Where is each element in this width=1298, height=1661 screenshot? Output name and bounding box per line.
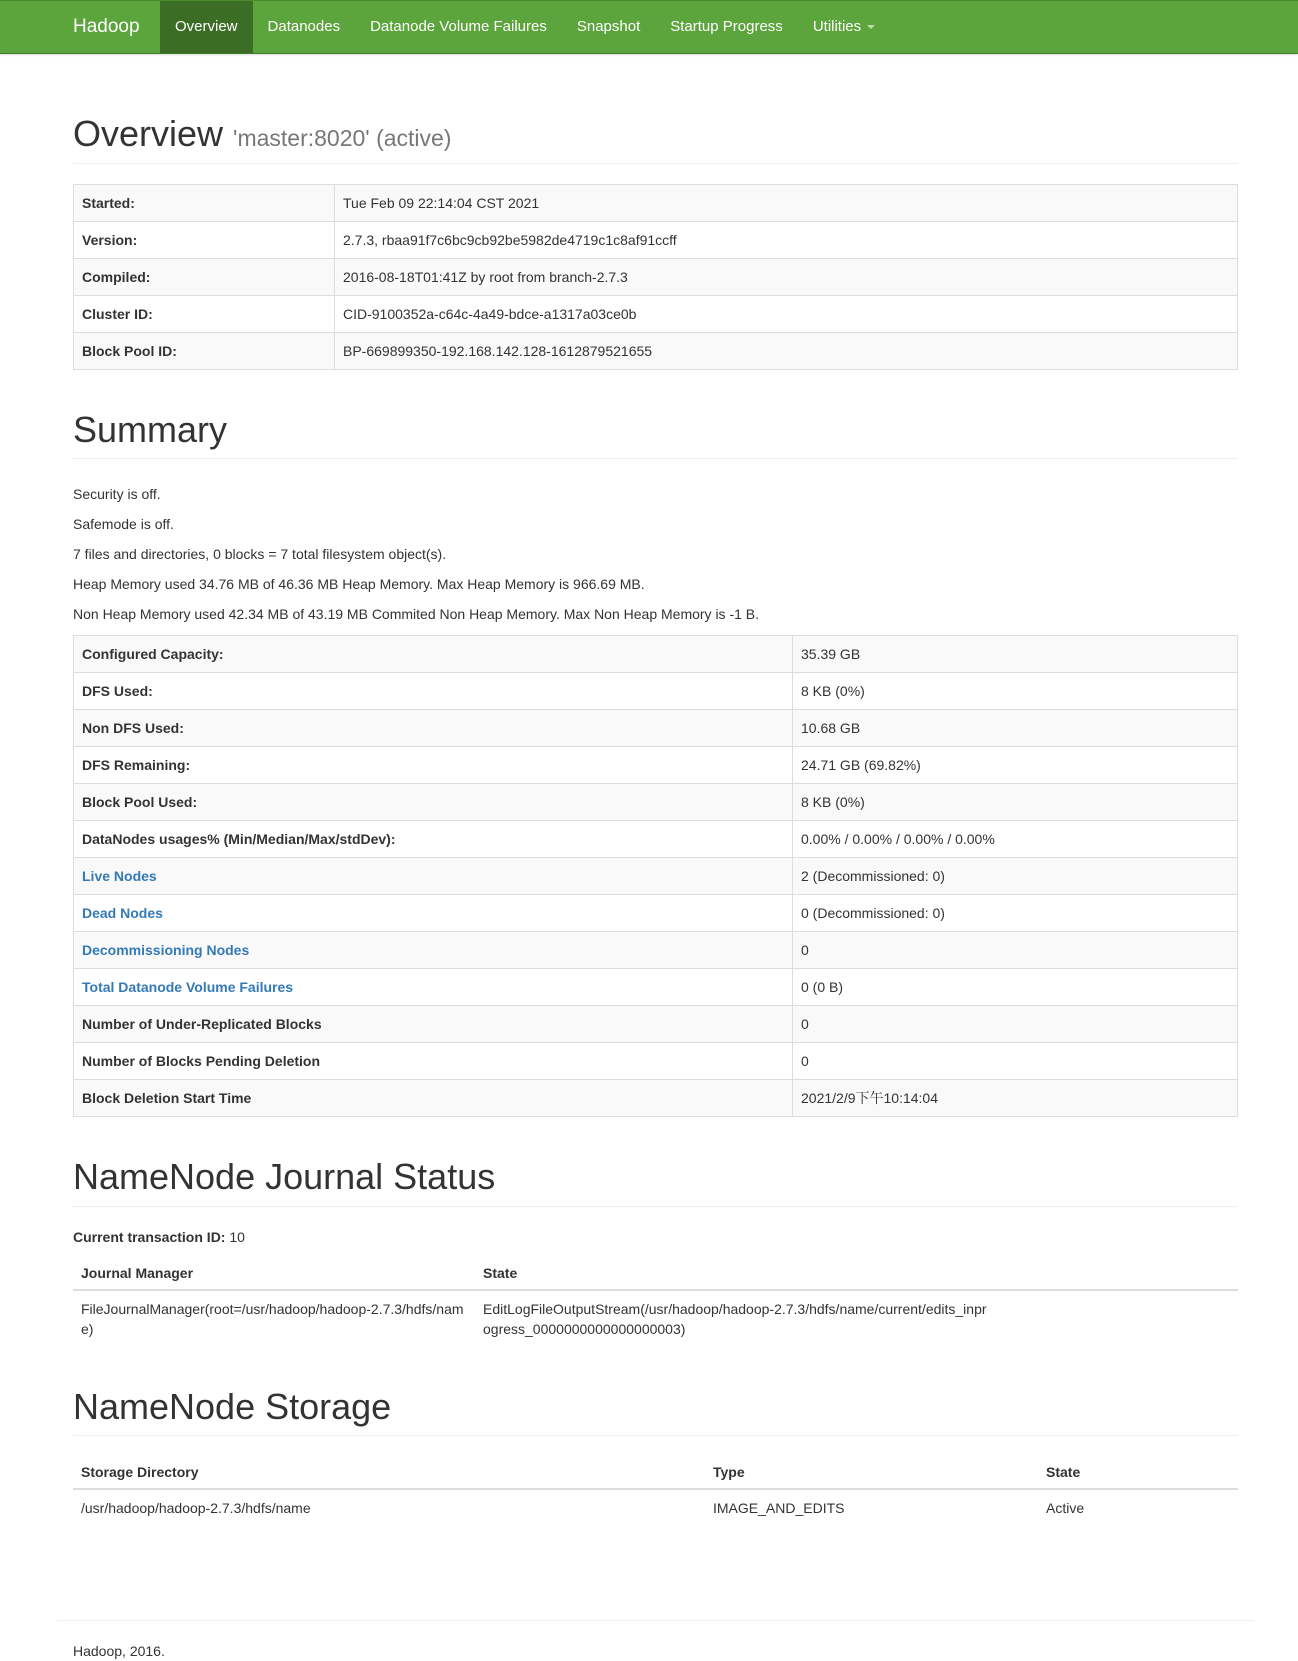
- nav-datanodes[interactable]: Datanodes: [267, 18, 341, 35]
- storage-title: NameNode Storage: [73, 1385, 392, 1427]
- summary-header: [73, 410, 1238, 460]
- row-value: 2 (Decommissioned: 0): [793, 858, 1238, 895]
- row-label-link-cell: [74, 932, 793, 969]
- top-navbar: [0, 0, 1298, 54]
- storage-table: [73, 1456, 1238, 1526]
- row-label: Cluster ID:: [74, 295, 335, 332]
- table-row: [74, 747, 1238, 784]
- overview-header: [73, 114, 1238, 164]
- row-label: Version:: [74, 221, 335, 258]
- row-value: 2016-08-18T01:41Z by root from branch-2.7.3: [335, 258, 1238, 295]
- safemode-status: Safemode is off.: [73, 516, 174, 533]
- heap-memory: Heap Memory used 34.76 MB of 46.36 MB Heap Memory. Max Heap Memory is 966.69 MB.: [73, 576, 645, 593]
- table-row: [74, 1006, 1238, 1043]
- nav-snapshot[interactable]: Snapshot: [576, 18, 641, 35]
- row-value: 0.00% / 0.00% / 0.00% / 0.00%: [793, 821, 1238, 858]
- journal-manager-value: FileJournalManager(root=/usr/hadoop/hadoop-2.7.3/hdfs/name): [73, 1290, 475, 1347]
- security-status: Security is off.: [73, 486, 161, 503]
- col-type: Type: [705, 1456, 1038, 1489]
- row-value: 8 KB (0%): [793, 784, 1238, 821]
- row-label: DFS Remaining:: [74, 747, 793, 784]
- row-value: 0 (Decommissioned: 0): [793, 895, 1238, 932]
- row-label-link-cell: [74, 969, 793, 1006]
- storage-state-value: Active: [1038, 1489, 1238, 1526]
- journal-table: [73, 1257, 1238, 1347]
- row-label-link-cell: [74, 858, 793, 895]
- row-value: 2.7.3, rbaa91f7c6bc9cb92be5982de4719c1c8af91ccff: [335, 221, 1238, 258]
- table-row: [73, 1290, 1238, 1347]
- col-storage-directory: Storage Directory: [73, 1456, 705, 1489]
- table-row: [74, 932, 1238, 969]
- row-label: Configured Capacity:: [74, 636, 793, 673]
- table-row: [74, 784, 1238, 821]
- table-row: [74, 1080, 1238, 1117]
- summary-lines: [73, 479, 1238, 629]
- row-label-link-cell: [74, 895, 793, 932]
- filesystem-objects: 7 files and directories, 0 blocks = 7 total filesystem object(s).: [73, 546, 447, 563]
- row-value: 8 KB (0%): [793, 673, 1238, 710]
- summary-table: [73, 635, 1238, 1117]
- table-header-row: [73, 1257, 1238, 1290]
- row-value: 24.71 GB (69.82%): [793, 747, 1238, 784]
- table-row: [73, 1489, 1238, 1526]
- journal-title: NameNode Journal Status: [73, 1156, 496, 1198]
- overview-table: [73, 184, 1238, 370]
- non-heap-memory: Non Heap Memory used 42.34 MB of 43.19 MB Commited Non Heap Memory. Max Non Heap Memory is -1 B.: [73, 606, 760, 623]
- table-row: [74, 636, 1238, 673]
- col-journal-manager: Journal Manager: [73, 1257, 475, 1290]
- row-label: Block Pool Used:: [74, 784, 793, 821]
- row-value: 10.68 GB: [793, 710, 1238, 747]
- col-state: State: [1038, 1456, 1238, 1489]
- decommissioning-nodes-link[interactable]: Decommissioning Nodes: [82, 942, 250, 959]
- row-label: Started:: [74, 184, 335, 221]
- row-label: DFS Used:: [74, 673, 793, 710]
- nav-menu: [160, 1, 890, 53]
- row-label: Block Deletion Start Time: [74, 1080, 793, 1117]
- storage-header: [73, 1387, 1238, 1437]
- table-row: [74, 895, 1238, 932]
- live-nodes-link[interactable]: Live Nodes: [82, 868, 157, 885]
- row-value: 0 (0 B): [793, 969, 1238, 1006]
- table-row: [74, 969, 1238, 1006]
- row-value: Tue Feb 09 22:14:04 CST 2021: [335, 184, 1238, 221]
- table-row: [74, 332, 1238, 369]
- row-label: DataNodes usages% (Min/Median/Max/stdDev):: [74, 821, 793, 858]
- row-value: 35.39 GB: [793, 636, 1238, 673]
- table-row: [74, 858, 1238, 895]
- row-label: Block Pool ID:: [74, 332, 335, 369]
- overview-title: [73, 114, 1238, 154]
- row-value: 0: [793, 1006, 1238, 1043]
- row-value: 0: [793, 1043, 1238, 1080]
- footer-text: Hadoop, 2016.: [73, 1643, 165, 1659]
- row-label: Number of Blocks Pending Deletion: [74, 1043, 793, 1080]
- table-row: [74, 184, 1238, 221]
- row-value: 2021/2/9下午10:14:04: [793, 1080, 1238, 1117]
- nav-utilities-dropdown[interactable]: [798, 1, 890, 53]
- table-row: [74, 258, 1238, 295]
- nav-overview[interactable]: Overview: [160, 1, 253, 53]
- table-row: [74, 673, 1238, 710]
- table-header-row: [73, 1456, 1238, 1489]
- table-row: [74, 1043, 1238, 1080]
- volume-failures-link[interactable]: Total Datanode Volume Failures: [82, 979, 294, 996]
- row-value: 0: [793, 932, 1238, 969]
- nav-utilities-label: Utilities: [812, 18, 862, 35]
- nav-startup-progress[interactable]: Startup Progress: [670, 18, 783, 35]
- brand-link[interactable]: Hadoop: [73, 16, 140, 37]
- overview-subtitle: 'master:8020' (active): [233, 125, 452, 151]
- current-transaction: [73, 1227, 1238, 1247]
- current-transaction-label: Current transaction ID:: [73, 1228, 226, 1245]
- row-value: BP-669899350-192.168.142.128-1612879521655: [335, 332, 1238, 369]
- dead-nodes-link[interactable]: Dead Nodes: [82, 905, 163, 922]
- row-label: Number of Under-Replicated Blocks: [74, 1006, 793, 1043]
- table-row: [74, 710, 1238, 747]
- journal-state-value: EditLogFileOutputStream(/usr/hadoop/hadoop-2.7.3/hdfs/name/current/edits_inprogress_0000000000000000003): [475, 1290, 1238, 1347]
- row-value: CID-9100352a-c64c-4a49-bdce-a1317a03ce0b: [335, 295, 1238, 332]
- row-label: Compiled:: [74, 258, 335, 295]
- table-row: [74, 295, 1238, 332]
- footer: [57, 1620, 1254, 1659]
- col-state: State: [475, 1257, 1238, 1290]
- table-row: [74, 821, 1238, 858]
- table-row: [74, 221, 1238, 258]
- storage-directory-value: /usr/hadoop/hadoop-2.7.3/hdfs/name: [73, 1489, 705, 1526]
- current-transaction-value: 10: [229, 1228, 245, 1245]
- row-label: Non DFS Used:: [74, 710, 793, 747]
- journal-header: [73, 1157, 1238, 1207]
- chevron-down-icon: [867, 25, 875, 29]
- storage-type-value: IMAGE_AND_EDITS: [705, 1489, 1038, 1526]
- nav-datanode-volume-failures[interactable]: Datanode Volume Failures: [370, 18, 547, 35]
- summary-title: Summary: [73, 408, 228, 450]
- main-content: [73, 54, 1238, 1526]
- overview-title-text: Overview: [73, 113, 224, 154]
